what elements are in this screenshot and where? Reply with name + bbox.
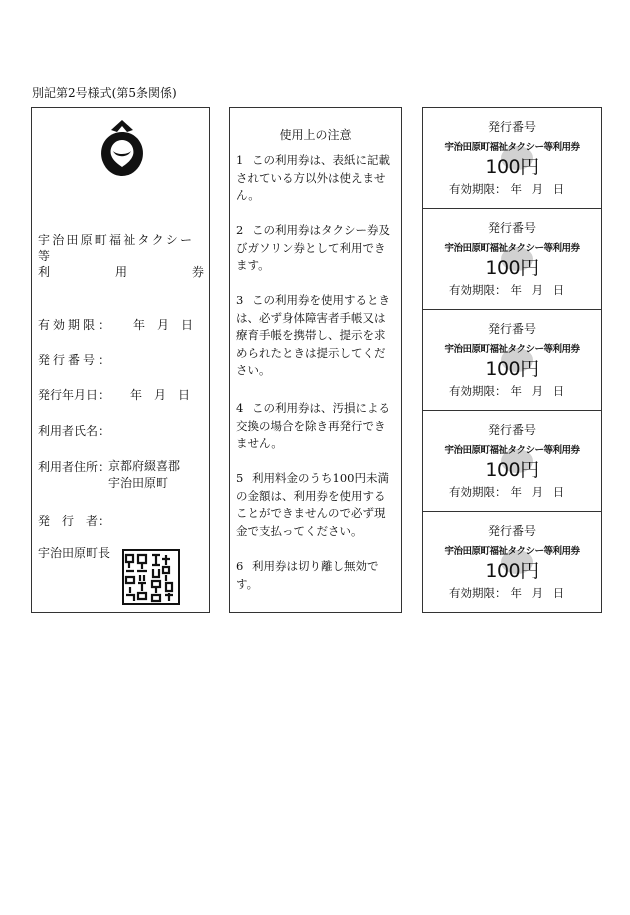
ticket-amount: 100円 bbox=[485, 358, 539, 380]
ticket-validity-value: 年 月 日 bbox=[510, 283, 565, 297]
issue-number-label: 発行番号： bbox=[38, 353, 114, 367]
usage-notes-panel bbox=[229, 107, 402, 613]
note-number: 6 bbox=[236, 559, 244, 573]
note-number: 1 bbox=[236, 153, 244, 167]
tickets-panel bbox=[422, 107, 602, 613]
cover-title bbox=[38, 232, 204, 280]
ticket bbox=[423, 411, 601, 512]
ticket-name: 宇治田原町福祉タクシー等利用券 bbox=[444, 243, 580, 254]
user-address-line2: 宇治田原町 bbox=[108, 476, 169, 490]
ticket-validity bbox=[449, 484, 564, 500]
note-number: 5 bbox=[236, 471, 244, 485]
note-text: この利用券は、汚損による交換の場合を除き再発行できません。 bbox=[236, 401, 390, 450]
ticket-name: 宇治田原町福祉タクシー等利用券 bbox=[444, 344, 580, 355]
ticket-validity-label: 有効期限： bbox=[449, 283, 507, 297]
note-item bbox=[236, 400, 396, 453]
cover-title-line2 bbox=[38, 264, 204, 280]
note-item bbox=[236, 470, 396, 540]
ticket-issue-number-label: 発行番号 bbox=[487, 524, 536, 538]
expiry-value: 年 月 日 bbox=[133, 318, 194, 332]
cover-title-char: 用 bbox=[114, 265, 127, 279]
ticket bbox=[423, 310, 601, 411]
ticket-amount: 100円 bbox=[485, 156, 539, 178]
town-emblem-icon bbox=[97, 118, 147, 178]
cover-title-line1: 宇治田原町福祉タクシー等 bbox=[38, 233, 195, 263]
issuer-field bbox=[38, 512, 110, 529]
ticket-amount: 100円 bbox=[485, 459, 539, 481]
ticket-validity bbox=[449, 181, 564, 197]
ticket-validity-label: 有効期限： bbox=[449, 384, 507, 398]
issue-date-field bbox=[38, 386, 190, 403]
user-address-value bbox=[108, 458, 180, 492]
ticket bbox=[423, 108, 601, 209]
note-item bbox=[236, 292, 396, 380]
ticket-validity bbox=[449, 585, 564, 601]
official-seal-icon bbox=[122, 549, 180, 605]
ticket-name: 宇治田原町福祉タクシー等利用券 bbox=[444, 445, 580, 456]
ticket bbox=[423, 512, 601, 613]
note-number: 3 bbox=[236, 293, 244, 307]
user-address-line1: 京都府綴喜郡 bbox=[108, 459, 181, 473]
note-text: この利用券はタクシー券及びガソリン券として利用できます。 bbox=[236, 223, 390, 272]
user-name-label: 利用者氏名： bbox=[38, 424, 111, 438]
note-item bbox=[236, 222, 396, 275]
ticket-amount: 100円 bbox=[485, 560, 539, 582]
ticket-validity-label: 有効期限： bbox=[449, 586, 507, 600]
ticket-issue-number-label: 発行番号 bbox=[487, 322, 536, 336]
user-address-field bbox=[38, 458, 110, 475]
ticket-validity bbox=[449, 282, 564, 298]
cover-title-char: 利 bbox=[38, 265, 51, 279]
ticket-validity-label: 有効期限： bbox=[449, 182, 507, 196]
ticket-validity-value: 年 月 日 bbox=[510, 182, 565, 196]
ticket-issue-number-label: 発行番号 bbox=[487, 221, 536, 235]
user-address-label: 利用者住所： bbox=[38, 460, 111, 474]
note-number: 2 bbox=[236, 223, 244, 237]
ticket bbox=[423, 209, 601, 310]
note-text: この利用券を使用するときは、必ず身体障害者手帳又は療育手帳を携帯し、提示を求められたときは提示してください。 bbox=[236, 293, 390, 377]
ticket-validity-value: 年 月 日 bbox=[510, 485, 565, 499]
note-text: この利用券は、表紙に記載されている方以外は使えません。 bbox=[236, 153, 390, 202]
ticket-amount: 100円 bbox=[485, 257, 539, 279]
ticket-name: 宇治田原町福祉タクシー等利用券 bbox=[444, 546, 580, 557]
ticket-cover-panel bbox=[31, 107, 210, 613]
notes-title: 使用上の注意 bbox=[279, 128, 352, 142]
cover-title-char: 券 bbox=[191, 265, 204, 279]
note-item bbox=[236, 152, 396, 205]
ticket-issue-number-label: 発行番号 bbox=[487, 423, 536, 437]
user-name-field bbox=[38, 422, 110, 439]
ticket-validity-label: 有効期限： bbox=[449, 485, 507, 499]
expiry-field bbox=[38, 316, 193, 333]
issue-date-label: 発行年月日： bbox=[38, 388, 111, 402]
expiry-label: 有効期限： bbox=[38, 318, 114, 332]
note-text: 利用券は切り離し無効です。 bbox=[236, 559, 379, 591]
note-item bbox=[236, 558, 396, 593]
issue-date-value: 年 月 日 bbox=[130, 388, 191, 402]
ticket-name: 宇治田原町福祉タクシー等利用券 bbox=[444, 142, 580, 153]
note-text: 利用料金のうち100円未満の金額は、利用券を使用することができませんので必ず現金で支払ってください。 bbox=[236, 471, 389, 538]
ticket-issue-number-label: 発行番号 bbox=[487, 120, 536, 134]
note-number: 4 bbox=[236, 401, 244, 415]
issuer-name: 宇治田原町長 bbox=[38, 546, 111, 560]
form-number-header: 別記第2号様式(第5条関係) bbox=[32, 86, 177, 100]
ticket-validity bbox=[449, 383, 564, 399]
issue-number-field bbox=[38, 351, 113, 368]
issuer-label: 発 行 者： bbox=[38, 514, 111, 528]
ticket-validity-value: 年 月 日 bbox=[510, 586, 565, 600]
ticket-validity-value: 年 月 日 bbox=[510, 384, 565, 398]
